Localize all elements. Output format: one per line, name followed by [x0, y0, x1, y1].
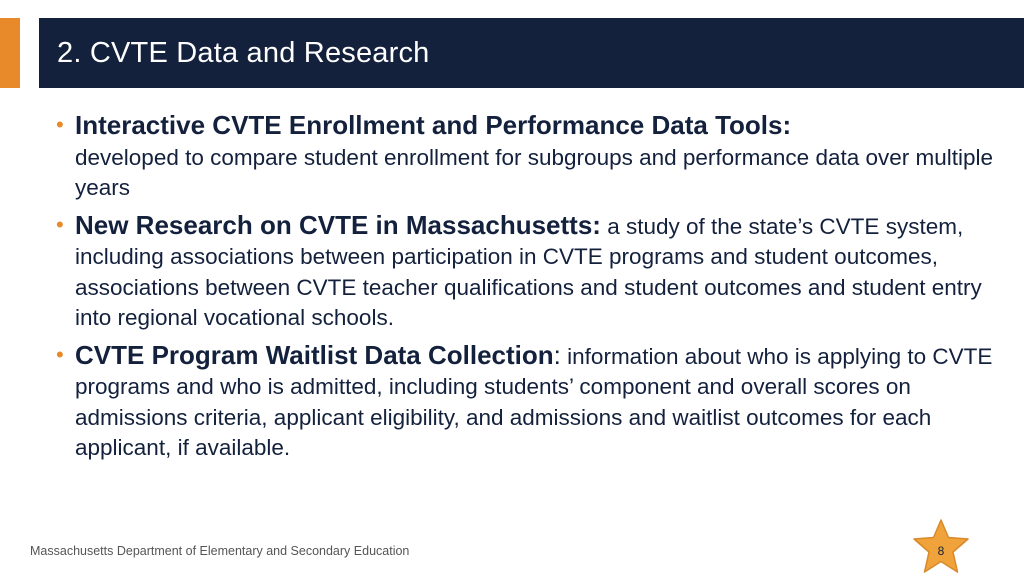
title-accent-bar	[0, 18, 20, 88]
bullet-colon: :	[553, 339, 561, 370]
slide-title: 2. CVTE Data and Research	[57, 36, 430, 69]
bullet-item	[56, 110, 1006, 204]
page-number-star	[910, 518, 972, 576]
bullet-text: information about who is applying to CVTE programs and who is admitted, including students’ component and overall scores on admissions criteria, applicant eligibility, and admissions and waitlist outcomes for each applicant, if available.	[75, 343, 993, 460]
bullet-item	[56, 340, 1006, 464]
bullet-text: developed to compare student enrollment for subgroups and performance data over multiple years	[75, 144, 994, 200]
bullet-dot-icon: •	[56, 211, 64, 237]
bullet-heading: CVTE Program Waitlist Data Collection	[75, 339, 554, 370]
title-bar	[39, 18, 1024, 88]
bullet-dot-icon: •	[56, 341, 64, 367]
bullet-item	[56, 210, 1006, 334]
page-number: 8	[937, 544, 945, 558]
bullet-dot-icon: •	[56, 112, 64, 137]
bullet-text: a study of the state’s CVTE system, including associations between participation in CVTE programs and student outcomes, associations between CVTE teacher qualifications and student outcomes and student entry into regional vocational schools.	[75, 213, 982, 330]
bullet-heading: New Research on CVTE in Massachusetts:	[75, 209, 601, 240]
bullet-heading: Interactive CVTE Enrollment and Performance Data Tools:	[75, 110, 792, 140]
bullet-list	[56, 110, 1006, 470]
footer-organization: Massachusetts Department of Elementary and Secondary Education	[30, 544, 410, 558]
